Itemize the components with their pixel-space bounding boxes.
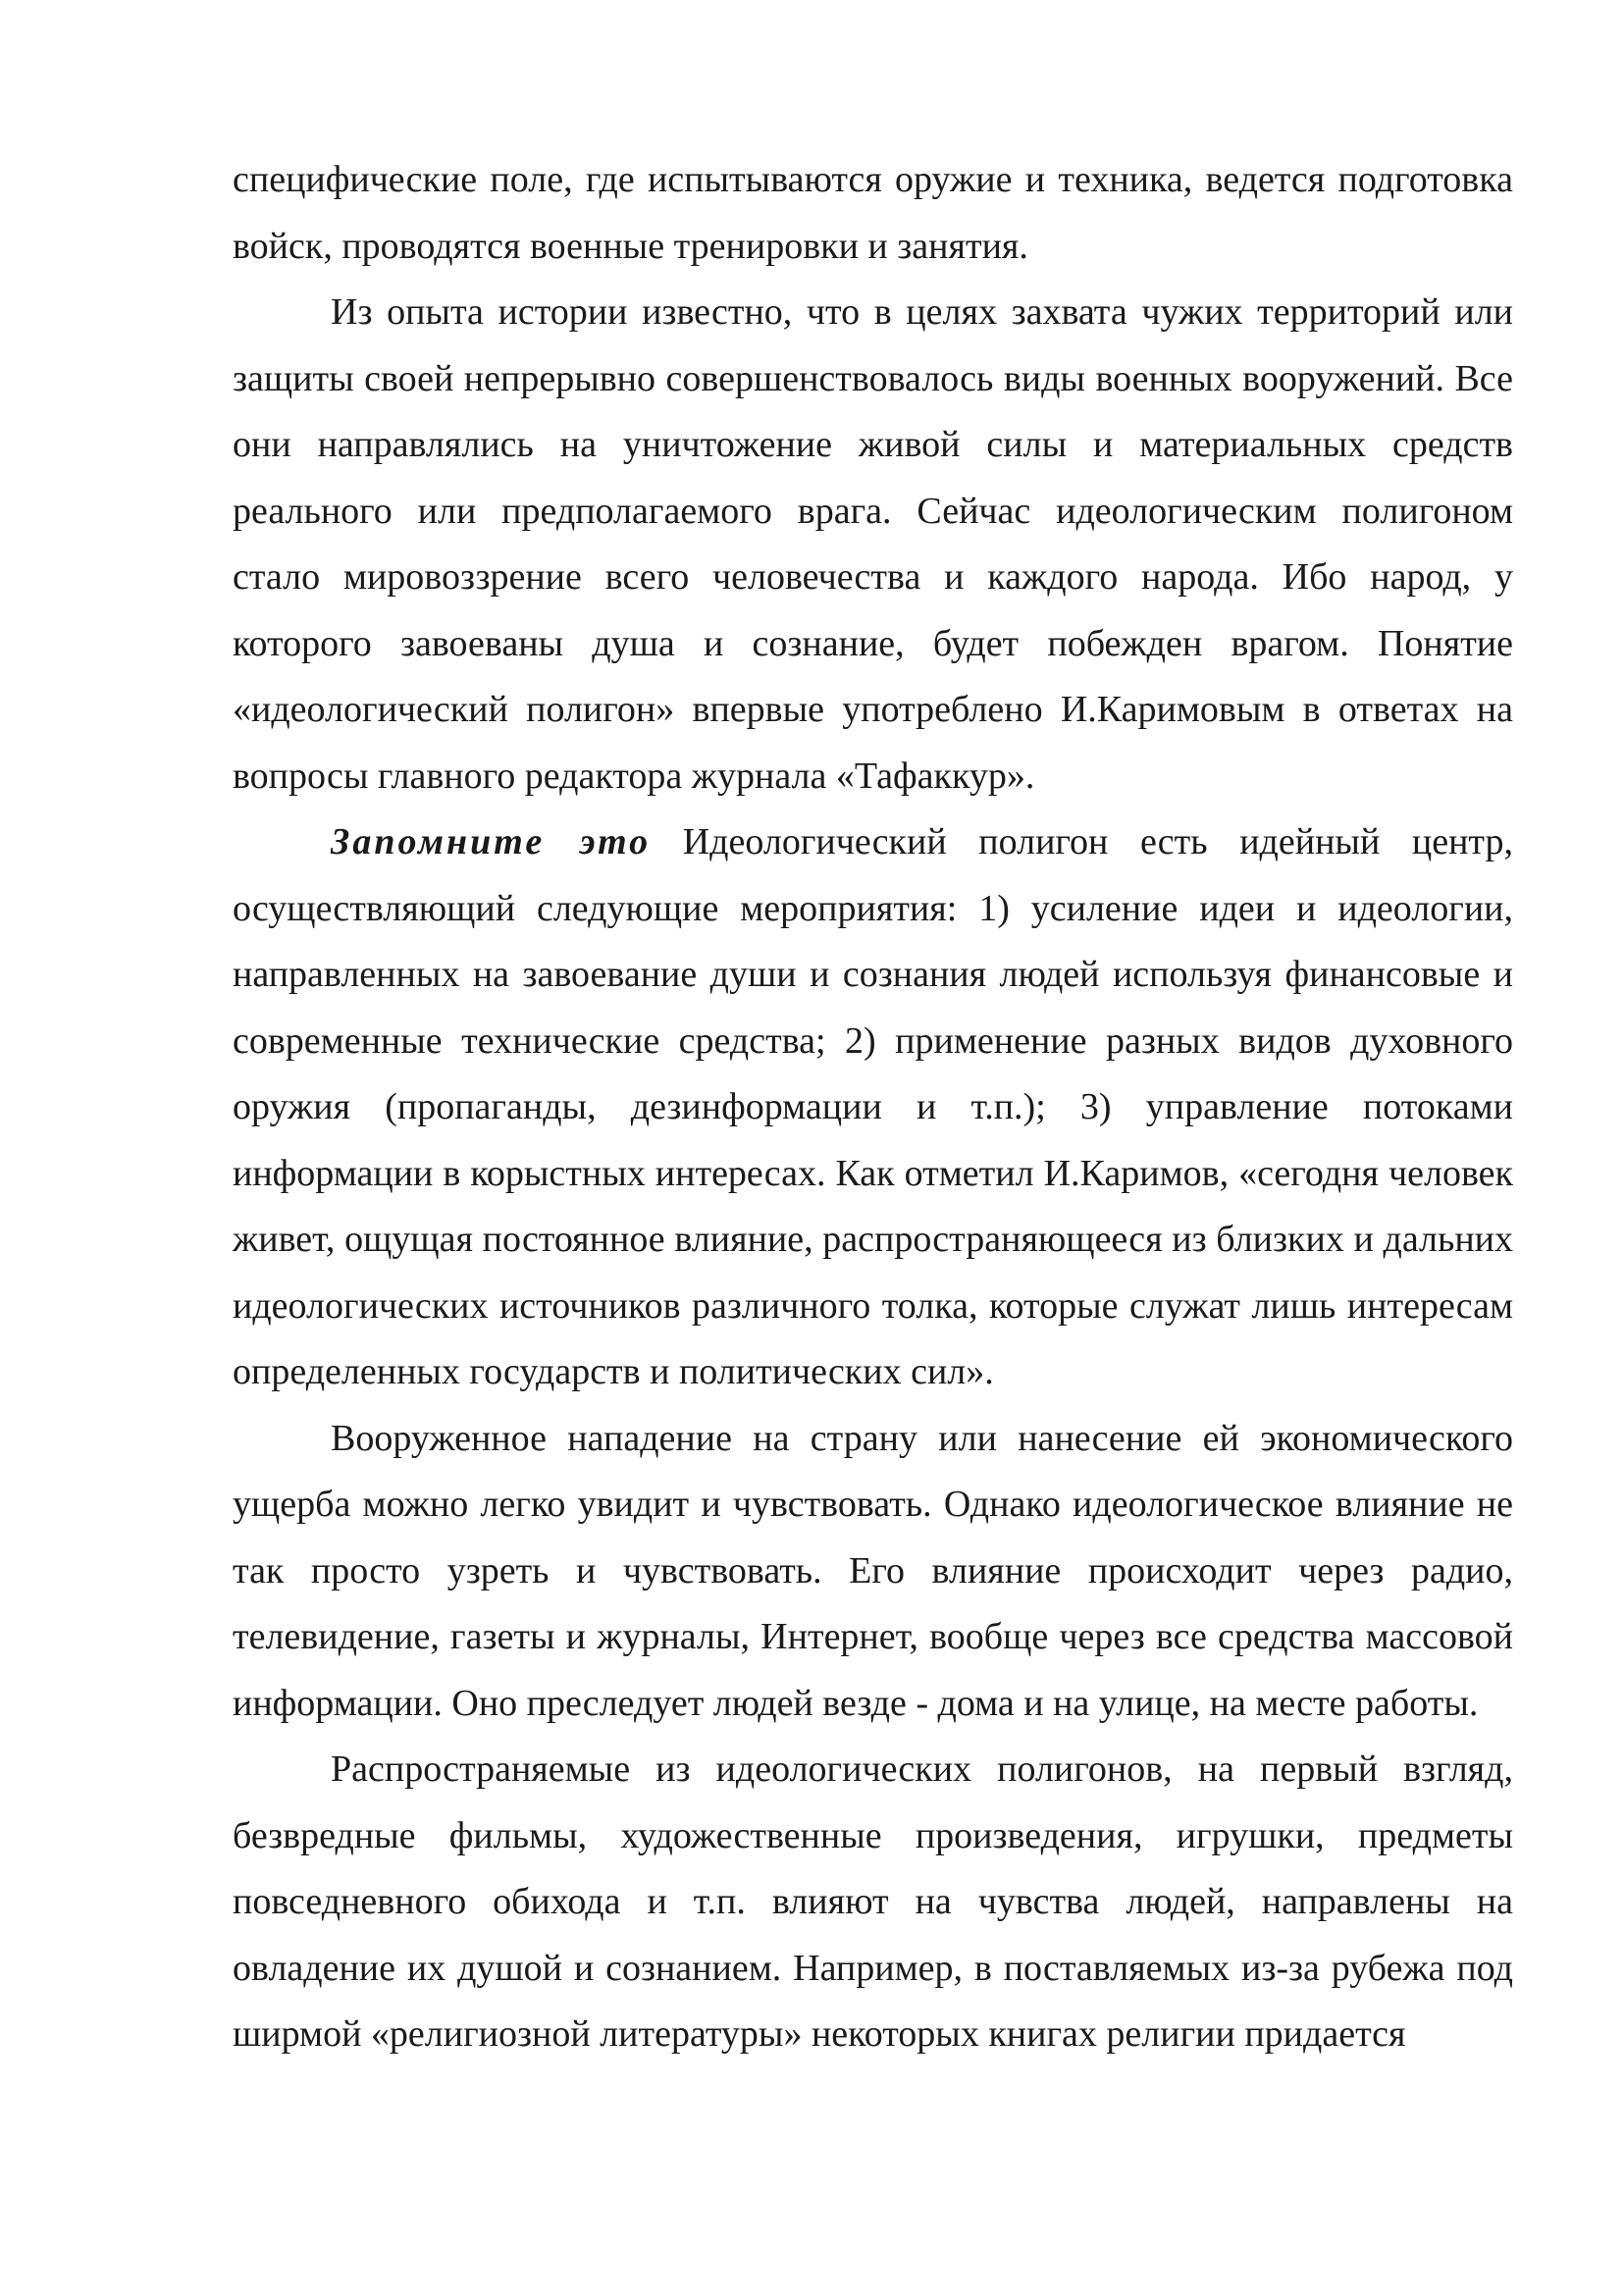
remember-this-label: Запомните это — [331, 821, 652, 862]
paragraph-3 — [233, 809, 1513, 1406]
document-page — [233, 147, 1513, 2068]
paragraph-4: Вооруженное нападение на страну или нанесение ей экономического ущерба можно легко увидит и чувствовать. Однако идеологическое влияние не так просто узреть и чувствовать. Его влияние происходит через радио, телевидение, газеты и журналы, Интернет, вообще через все средства массовой информации. Оно преследует людей везде - дома и на улице, на месте работы. — [233, 1417, 1513, 1724]
paragraph-3-text: Идеологический полигон есть идейный центр, осуществляющий следующие мероприятия: 1) усиление идеи и идеологии, направленных на завоевание души и сознания людей используя финансовые и современные технические средства; 2) применение разных видов духовного оружия (пропаганды, дезинформации и т.п.); 3) управление потоками информации в корыстных интересах. Как отметил И.Каримов, «сегодня человек живет, ощущая постоянное влияние, распространяющееся из близких и дальних идеологических источников различного толка, которые служат лишь интересам определенных государств и политических сил». — [233, 821, 1513, 1392]
paragraph-2: Из опыта истории известно, что в целях захвата чужих территорий или защиты своей непрерывно совершенствовалось виды военных вооружений. Все они направлялись на уничтожение живой силы и материальных средств реального или предполагаемого врага. Сейчас идеологическим полигоном стало мировоззрение всего человечества и каждого народа. Ибо народ, у которого завоеваны душа и сознание, будет побежден врагом. Понятие «идеологический полигон» впервые употреблено И.Каримовым в ответах на вопросы главного редактора журнала «Тафаккур». — [233, 291, 1513, 797]
paragraph-1: специфические поле, где испытываются оружие и техника, ведется подготовка войск, проводятся военные тренировки и занятия. — [233, 159, 1513, 267]
paragraph-5: Распространяемые из идеологических полигонов, на первый взгляд, безвредные фильмы, художественные произведения, игрушки, предметы повседневного обихода и т.п. влияют на чувства людей, направлены на овладение их душой и сознанием. Например, в поставляемых из-за рубежа под ширмой «религиозной литературы» некоторых книгах религии придается — [233, 1748, 1513, 2055]
